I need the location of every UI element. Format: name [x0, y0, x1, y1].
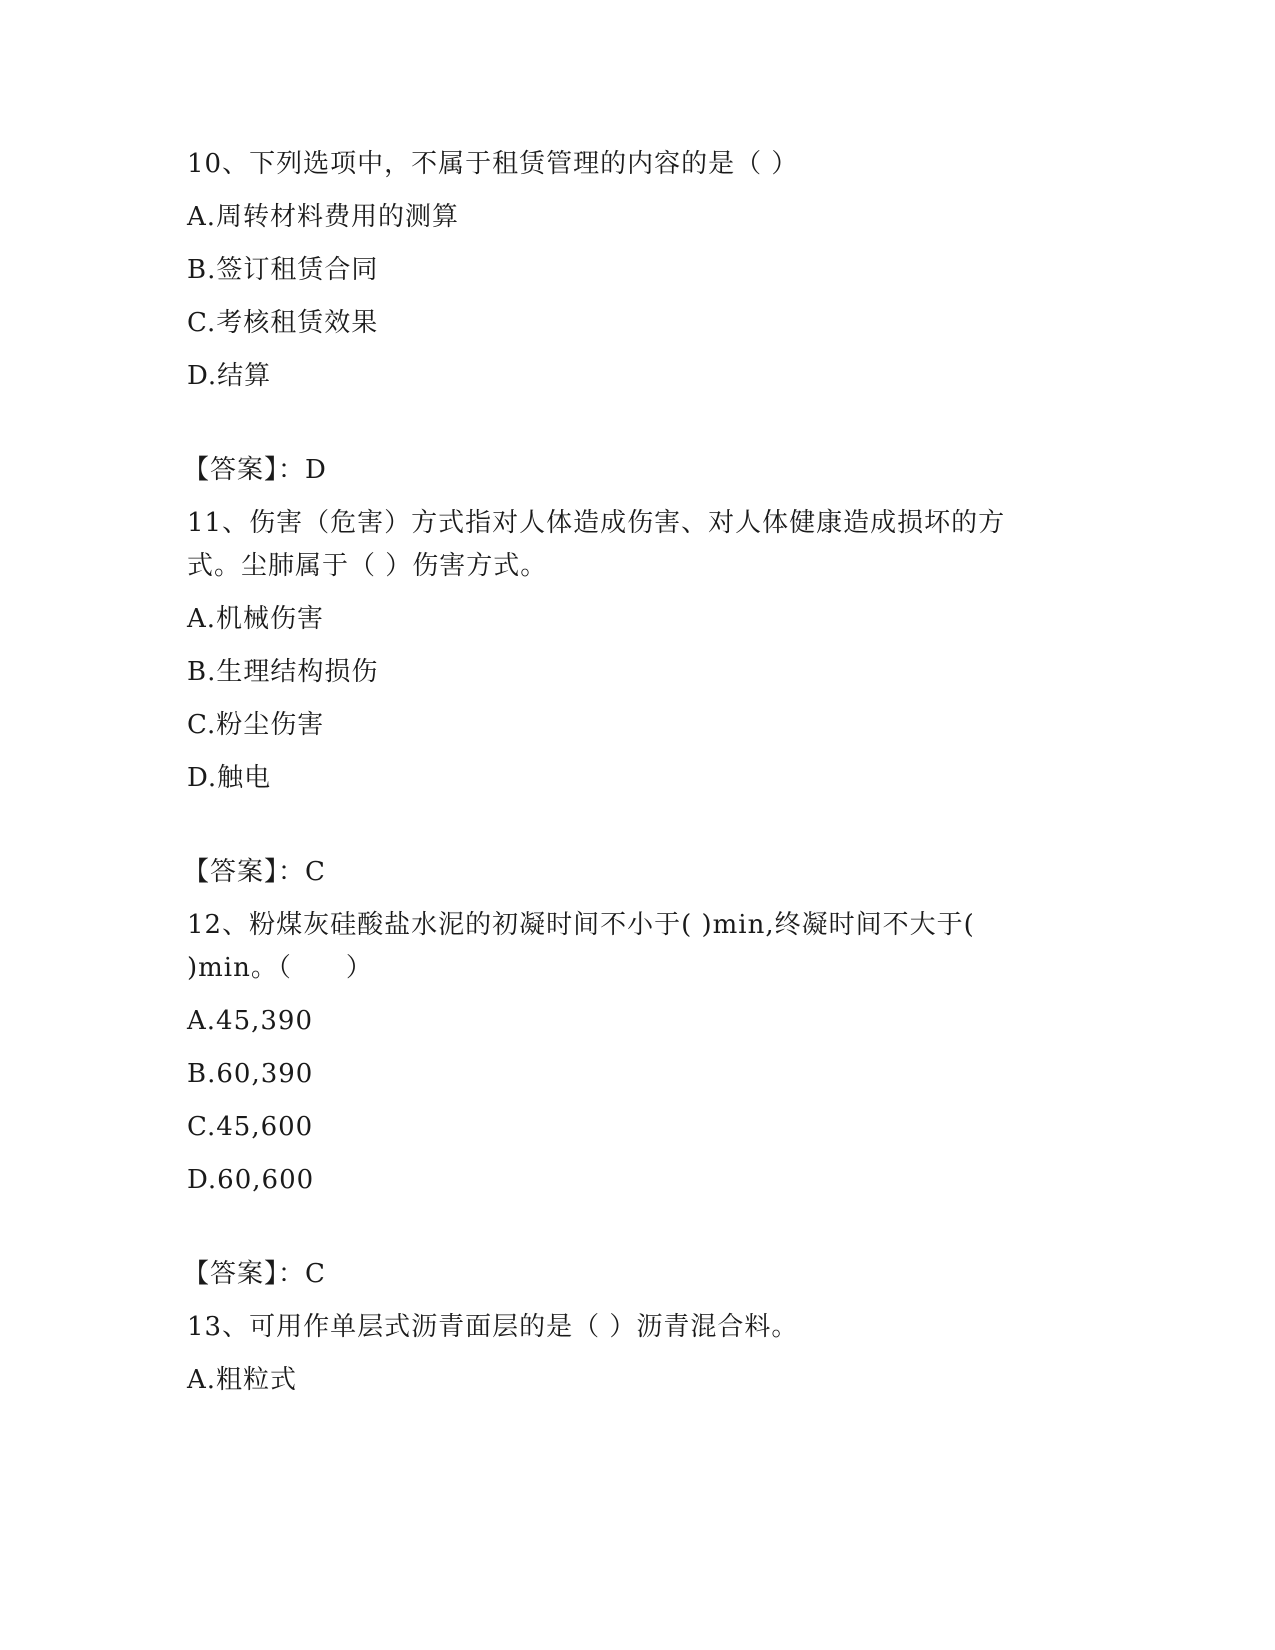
question-10-stem: 10、下列选项中，不属于租赁管理的内容的是（ ）	[187, 149, 799, 179]
question-12-answer: 【答案】：C	[183, 1259, 326, 1289]
question-12-stem-line-2: )min。（ ）	[187, 953, 373, 983]
question-10-answer: 【答案】：D	[183, 455, 327, 485]
question-11-option-d: D.触电	[187, 763, 272, 793]
question-11-option-c: C.粉尘伤害	[187, 710, 325, 740]
question-12-option-c: C.45,600	[187, 1112, 314, 1142]
question-10-option-a: A.周转材料费用的测算	[187, 202, 460, 232]
question-13-option-a: A.粗粒式	[187, 1365, 298, 1395]
question-11-option-a: A.机械伤害	[187, 604, 325, 634]
question-12-option-d: D.60,600	[187, 1165, 315, 1195]
question-11-stem-line-2: 式。尘肺属于（ ）伤害方式。	[187, 551, 548, 581]
question-10-option-d: D.结算	[187, 361, 272, 391]
question-12-stem-line-1: 12、粉煤灰硅酸盐水泥的初凝时间不小于( )min,终凝时间不大于(	[187, 910, 975, 940]
question-10-option-b: B.签订租赁合同	[187, 255, 379, 285]
question-10-option-c: C.考核租赁效果	[187, 308, 379, 338]
question-12-option-b: B.60,390	[187, 1059, 314, 1089]
question-11-option-b: B.生理结构损伤	[187, 657, 379, 687]
question-13-stem: 13、可用作单层式沥青面层的是（ ）沥青混合料。	[187, 1312, 799, 1342]
question-11-stem-line-1: 11、伤害（危害）方式指对人体造成伤害、对人体健康造成损坏的方	[187, 508, 1006, 538]
question-11-answer: 【答案】：C	[183, 857, 326, 887]
question-12-option-a: A.45,390	[187, 1006, 314, 1036]
